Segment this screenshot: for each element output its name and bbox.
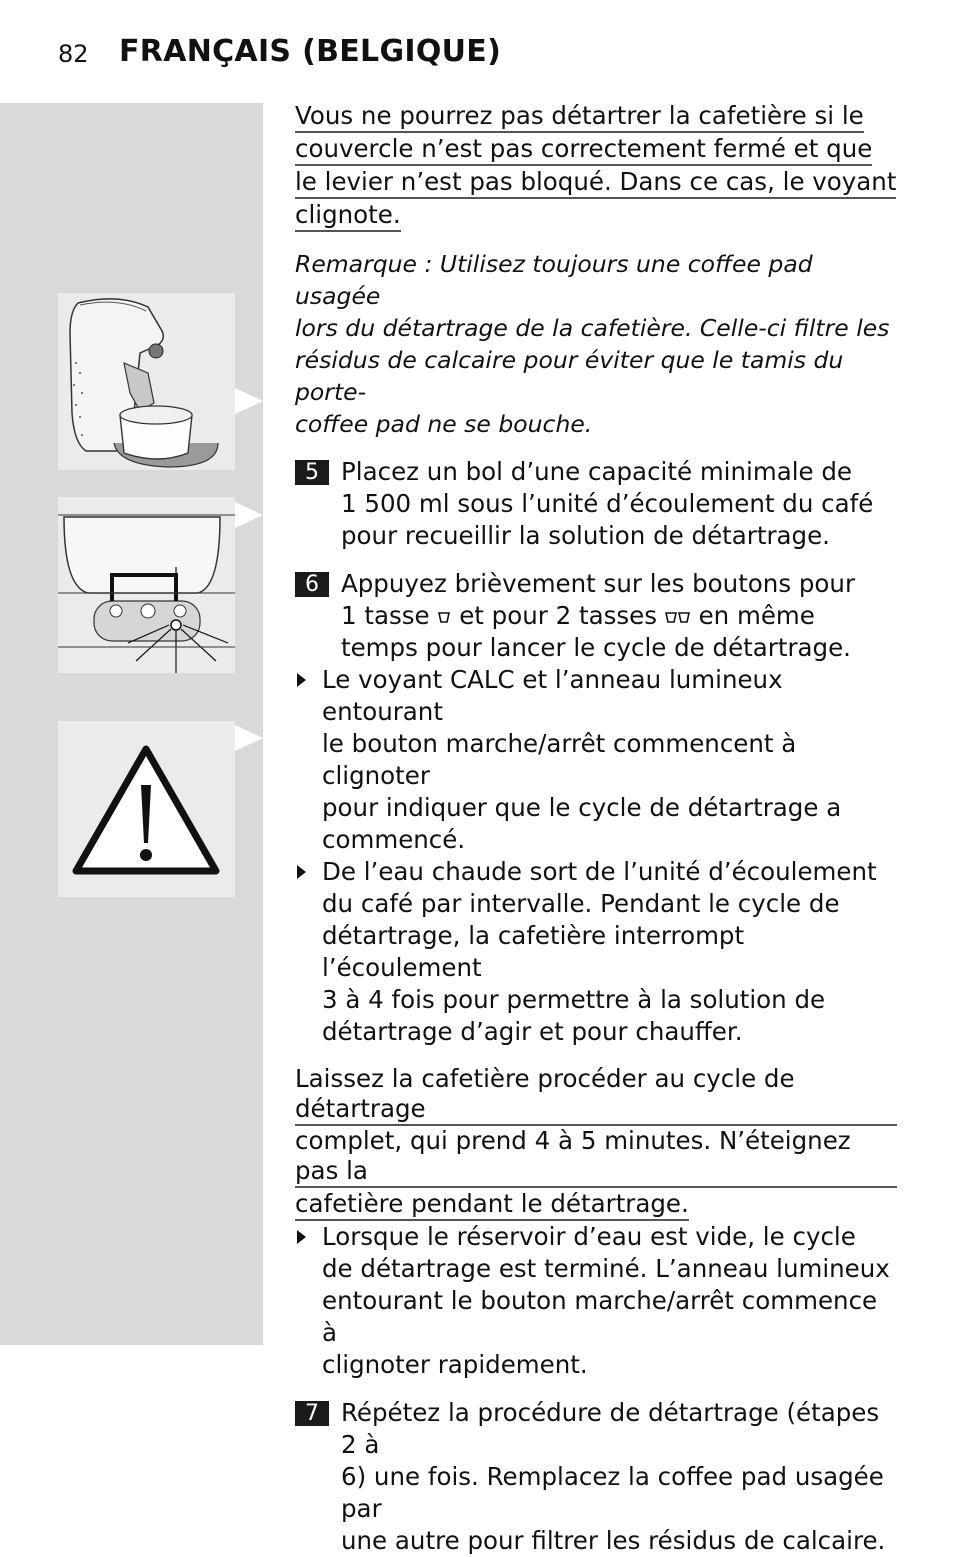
figure-pointer-2	[235, 502, 263, 528]
descaling-warning	[295, 100, 897, 232]
bullet-arrow-icon	[297, 1230, 306, 1244]
control-buttons-icon	[58, 497, 235, 673]
bullet-line: De l’eau chaude sort de l’unité d’écoulement	[322, 857, 877, 886]
two-cups-icon	[665, 611, 691, 625]
bullet-arrow-icon	[297, 673, 306, 687]
step-line: temps pour lancer le cycle de détartrage.	[341, 633, 851, 662]
note-line: lors du détartrage de la cafetière. Celle-ci filtre les	[295, 314, 890, 342]
note-line: résidus de calcaire pour éviter que le tamis du porte-	[295, 346, 844, 406]
step-line: 1 tasse	[341, 601, 430, 630]
step-7	[295, 1397, 897, 1557]
bullet-line: le bouton marche/arrêt commencent à clignoter	[322, 729, 797, 790]
page-number: 82	[58, 40, 89, 68]
bullet-arrow-icon	[297, 865, 306, 879]
figure-pointer-1	[235, 388, 263, 414]
warning-line: Vous ne pourrez pas détartrer la cafetière si le	[295, 101, 864, 133]
warning-line: couvercle n’est pas correctement fermé et que	[295, 134, 872, 166]
result-bullet-calc-light	[295, 664, 897, 856]
step-number-badge: 6	[295, 572, 329, 597]
bullet-line: détartrage d’agir et pour chauffer.	[322, 1017, 743, 1046]
warning-line: cafetière pendant le détartrage.	[295, 1189, 689, 1221]
step-line: une autre pour filtrer les résidus de calcaire.	[341, 1526, 886, 1555]
bullet-line: Le voyant CALC et l’anneau lumineux entourant	[322, 665, 783, 726]
figure-pointer-3	[235, 725, 263, 751]
warning-line: Laissez la cafetière procéder au cycle de détartrage	[295, 1064, 897, 1126]
step-number-badge: 7	[295, 1401, 329, 1426]
section-title: FRANÇAIS (BELGIQUE)	[119, 34, 502, 69]
note-line: coffee pad ne se bouche.	[295, 410, 593, 438]
step-line: Placez un bol d’une capacité minimale de	[341, 457, 852, 486]
coffee-machine-icon	[58, 293, 235, 470]
step-5	[295, 456, 897, 552]
bullet-line: entourant le bouton marche/arrêt commence à	[322, 1286, 878, 1347]
step-line: 1 500 ml sous l’unité d’écoulement du café	[341, 489, 874, 518]
step-line: 6) une fois. Remplacez la coffee pad usagée par	[341, 1462, 884, 1523]
step-6	[295, 568, 897, 664]
result-bullet-tank-empty	[295, 1221, 897, 1381]
control-panel-illustration	[58, 497, 235, 673]
warning-line: complet, qui prend 4 à 5 minutes. N’éteignez pas la	[295, 1126, 897, 1188]
warning-triangle-icon	[58, 721, 235, 897]
note-line: Remarque : Utilisez toujours une coffee pad usagée	[295, 250, 813, 310]
step-line: pour recueillir la solution de détartrage.	[341, 521, 830, 550]
step-line: Appuyez brièvement sur les boutons pour	[341, 569, 856, 598]
step-line: et pour 2 tasses	[459, 601, 657, 630]
bullet-line: clignoter rapidement.	[322, 1350, 588, 1379]
warning-line: le levier n’est pas bloqué. Dans ce cas, le voyant	[295, 167, 896, 199]
step-line: Répétez la procédure de détartrage (étapes 2 à	[341, 1398, 880, 1459]
coffee-machine-bowl-illustration	[58, 293, 235, 470]
bullet-line: commencé.	[322, 825, 466, 854]
remark-note	[295, 248, 897, 440]
main-content	[295, 100, 897, 1557]
bullet-line: pour indiquer que le cycle de détartrage a	[322, 793, 842, 822]
complete-cycle-warning	[295, 1064, 897, 1221]
result-bullet-hot-water	[295, 856, 897, 1048]
bullet-line: du café par intervalle. Pendant le cycle de	[322, 889, 840, 918]
step-number-badge: 5	[295, 460, 329, 485]
bullet-line: 3 à 4 fois pour permettre à la solution de	[322, 985, 826, 1014]
bullet-line: détartrage, la cafetière interrompt l’écoulement	[322, 921, 745, 982]
step-line: en même	[698, 601, 815, 630]
warning-line: clignote.	[295, 200, 401, 232]
bullet-line: Lorsque le réservoir d’eau est vide, le cycle	[322, 1222, 856, 1251]
one-cup-icon	[437, 611, 451, 625]
bullet-line: de détartrage est terminé. L’anneau lumineux	[322, 1254, 890, 1283]
warning-illustration	[58, 721, 235, 897]
